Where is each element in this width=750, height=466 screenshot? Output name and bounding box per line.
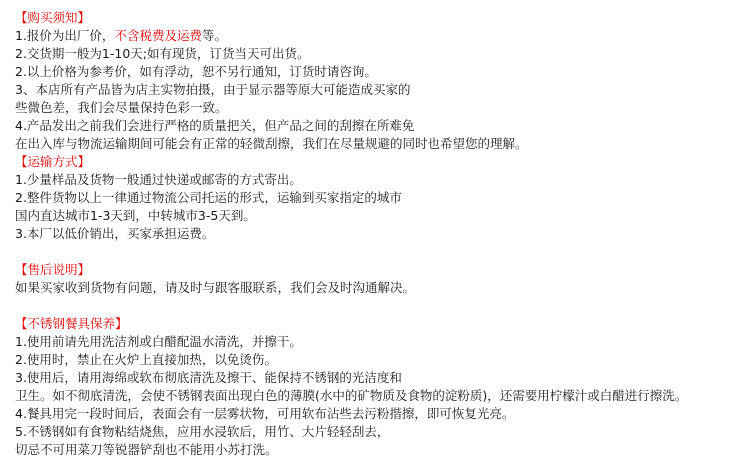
purchase-line-5b: 在出入库与物流运输期间可能会有正常的轻微刮擦，我们在尽量规避的同时也希望您的理解。	[15, 136, 528, 151]
care-line-4: 4.餐具用完一段时间后，表面会有一层雾状物，可用软布沾些去污粉揩擦，即可恢复光亮。	[15, 406, 515, 421]
care-line-5b: 切忌不可用菜刀等锐器铲刮也不能用小苏打洗。	[15, 442, 278, 457]
purchase-line-2: 2.交货期一般为1-10天;如有现货，订货当天可出货。	[15, 46, 310, 61]
purchase-line-4b: 些微色差，我们会尽量保持色彩一致。	[15, 100, 228, 115]
purchase-heading: 【购买须知】	[15, 10, 91, 25]
care-line-5a: 5.不锈钢如有食物粘结烧焦，应用水浸软后，用竹、大片轻轻刮去，	[15, 424, 390, 439]
care-line-3a: 3.使用后，请用海绵或软布彻底清洗及擦干、能保持不锈钢的光洁度和	[15, 370, 402, 385]
purchase-line-5a: 4.产品发出之前我们会进行严格的质量把关，但产品之间的刮擦在所难免	[15, 118, 415, 133]
purchase-line-1-text: 1.报价为出厂价，	[15, 28, 115, 43]
care-heading: 【不锈钢餐具保养】	[15, 316, 128, 331]
care-line-3b: 卫生。如不彻底清洗，会使不锈钢表面出现白色的薄膜(水中的矿物质及食物的淀粉质)，还需要用柠檬汁或白醋进行擦洗。	[15, 388, 688, 403]
purchase-line-3: 2.以上价格为参考价，如有浮动，恕不另行通知，订货时请咨询。	[15, 64, 377, 79]
purchase-line-4a: 3、本店所有产品皆为店主实物拍摄，由于显示器等原大可能造成买家的	[15, 82, 411, 97]
aftersales-line-1: 如果买家收到货物有问题，请及时与跟客服联系，我们会及时沟通解决。	[15, 280, 416, 295]
shipping-heading: 【运输方式】	[15, 154, 91, 169]
aftersales-heading: 【售后说明】	[15, 262, 91, 277]
purchase-line-1-end: 等。	[201, 28, 227, 43]
shipping-line-1: 1.少量样品及货物一般通过快递或邮寄的方式寄出。	[15, 172, 302, 187]
purchase-line-1-highlight: 不含税费及运费	[114, 28, 202, 43]
shipping-line-3: 3.本厂以低价销出，买家承担运费。	[15, 226, 215, 241]
care-line-1: 1.使用前请先用洗洁剂或白醋配温水清洗，并擦干。	[15, 334, 302, 349]
shipping-line-2b: 国内直达城市1-3天到，中转城市3-5天到。	[15, 208, 256, 223]
purchase-line-1	[15, 27, 744, 45]
shipping-line-2a: 2.整件货物以上一律通过物流公司托运的形式，运输到买家指定的城市	[15, 190, 402, 205]
care-line-2: 2.使用时，禁止在火炉上直接加热，以免烫伤。	[15, 352, 277, 367]
